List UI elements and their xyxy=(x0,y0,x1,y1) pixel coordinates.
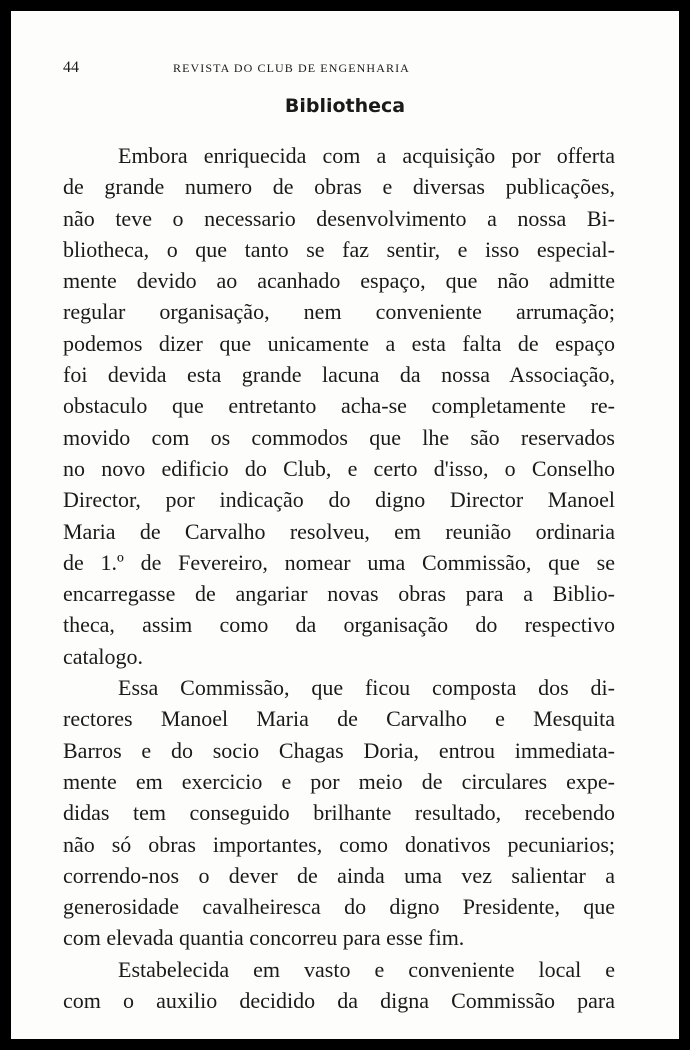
text-line: Embora enriquecida com a acquisição por offerta xyxy=(118,143,615,168)
text-line: Barros e do socio Chagas Doria, entrou immediata- xyxy=(63,737,615,763)
section-title: Bibliotheca xyxy=(284,95,406,117)
text-line: Maria de Carvalho resolveu, em reunião ordinaria xyxy=(63,518,615,544)
text-line: generosidade cavalheiresca do digno Presidente, que xyxy=(63,894,615,920)
body-text xyxy=(63,140,615,1016)
text-line: bliotheca, o que tanto se faz sentir, e isso especial- xyxy=(63,236,615,262)
text-line: Essa Commissão, que ficou composta dos di- xyxy=(118,675,615,701)
text-line: Estabelecida em vasto e conveniente local e xyxy=(118,956,615,982)
text-line: catalogo. xyxy=(63,643,144,669)
text-line: com elevada quantia concorreu para esse fim. xyxy=(63,925,465,951)
text-line: podemos dizer que unicamente a esta falta de espaço xyxy=(63,330,615,356)
text-line: theca, assim como da organisação do respectivo xyxy=(63,612,615,638)
text-line: não teve o necessario desenvolvimento a nossa Bi- xyxy=(63,205,615,231)
page-header xyxy=(63,59,619,81)
text-line: didas tem conseguido brilhante resultado, recebendo xyxy=(63,800,615,826)
text-line: rectores Manoel Maria de Carvalho e Mesquita xyxy=(63,706,615,732)
running-head: REVISTA DO CLUB DE ENGENHARIA xyxy=(173,61,410,75)
text-line: no novo edificio do Club, e certo d'isso, o Conselho xyxy=(63,455,615,481)
text-line: obstaculo que entretanto acha-se completamente re- xyxy=(63,393,615,419)
text-line: mente devido ao acanhado espaço, que não admitte xyxy=(63,268,615,294)
text-line: correndo-nos o dever de ainda uma vez salientar a xyxy=(63,862,615,888)
text-line: não só obras importantes, como donativos pecuniarios; xyxy=(63,831,615,857)
text-line: regular organisação, nem conveniente arrumação; xyxy=(63,299,615,325)
text-line: mente em exercicio e por meio de circulares expe- xyxy=(63,768,615,794)
text-line: movido com os commodos que lhe são reservados xyxy=(63,424,615,450)
text-line: de 1.º de Fevereiro, nomear uma Commissão, que se xyxy=(63,549,615,575)
text-line: de grande numero de obras e diversas publicações, xyxy=(63,174,615,200)
text-line: Director, por indicação do digno Director Manoel xyxy=(63,487,615,513)
text-line: foi devida esta grande lacuna da nossa Associação, xyxy=(63,362,615,388)
text-line: encarregasse de angariar novas obras para a Biblio- xyxy=(63,581,615,607)
text-line: com o auxilio decidido da digna Commissão para xyxy=(63,988,615,1014)
page-number: 44 xyxy=(63,59,79,76)
book-page xyxy=(11,11,679,1039)
